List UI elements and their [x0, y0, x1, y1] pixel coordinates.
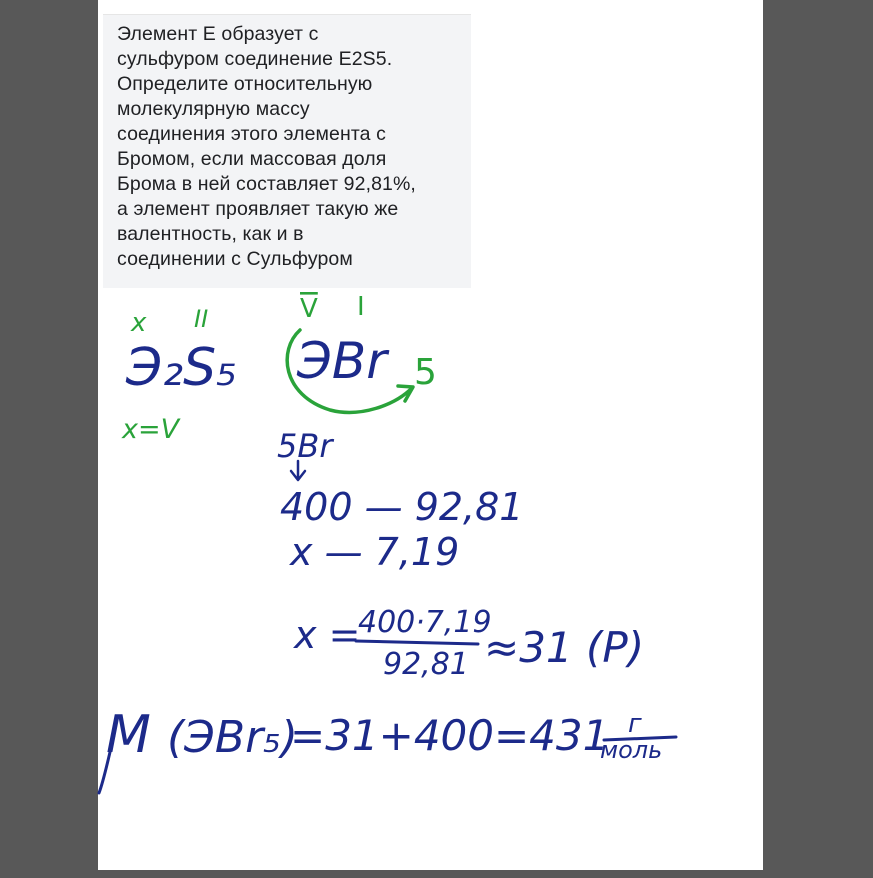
unit-numerator: г: [628, 709, 642, 739]
question-line: валентность, как и в: [117, 223, 304, 245]
approx-result: ≈31 (P): [484, 623, 645, 672]
valence-v: V: [300, 294, 318, 324]
proportion-line2: x — 7,19: [290, 530, 460, 574]
valence-x: x: [131, 308, 147, 338]
x-lhs: x =: [294, 613, 361, 657]
question-line: молекулярную массу: [117, 98, 310, 120]
fraction-denominator: 92,81: [383, 647, 469, 682]
question-line: сульфуром соединение E2S5.: [117, 48, 393, 70]
subscript-5: 5: [414, 352, 437, 393]
question-line: Брома в ней составляет 92,81%,: [117, 173, 416, 195]
proportion-line1: 400 — 92,81: [280, 485, 524, 529]
valence-ii: II: [194, 305, 209, 333]
final-sum: =31+400=431: [290, 711, 610, 760]
question-line: Определите относительную: [117, 73, 373, 95]
question-line: Элемент Е образует с: [117, 23, 319, 45]
final-formula: (ЭBr₅): [167, 712, 298, 763]
question-line: Бромом, если массовая доля: [117, 148, 387, 170]
question-line: соединении с Сульфуром: [117, 248, 353, 270]
x-equals-v: x=V: [122, 414, 180, 445]
question-line: соединения этого элемента с: [117, 123, 386, 145]
unit-denominator: моль: [600, 736, 663, 764]
formula-e2s5: Э₂S₅: [126, 338, 238, 398]
fraction-numerator: 400·7,19: [358, 605, 492, 640]
five-br: 5Br: [277, 427, 333, 465]
final-m: M: [106, 705, 151, 765]
formula-ebr: ЭBr: [297, 332, 387, 390]
fraction-bar: [356, 641, 478, 644]
valence-i: I: [357, 292, 365, 322]
question-line: а элемент проявляет такую же: [117, 198, 399, 220]
